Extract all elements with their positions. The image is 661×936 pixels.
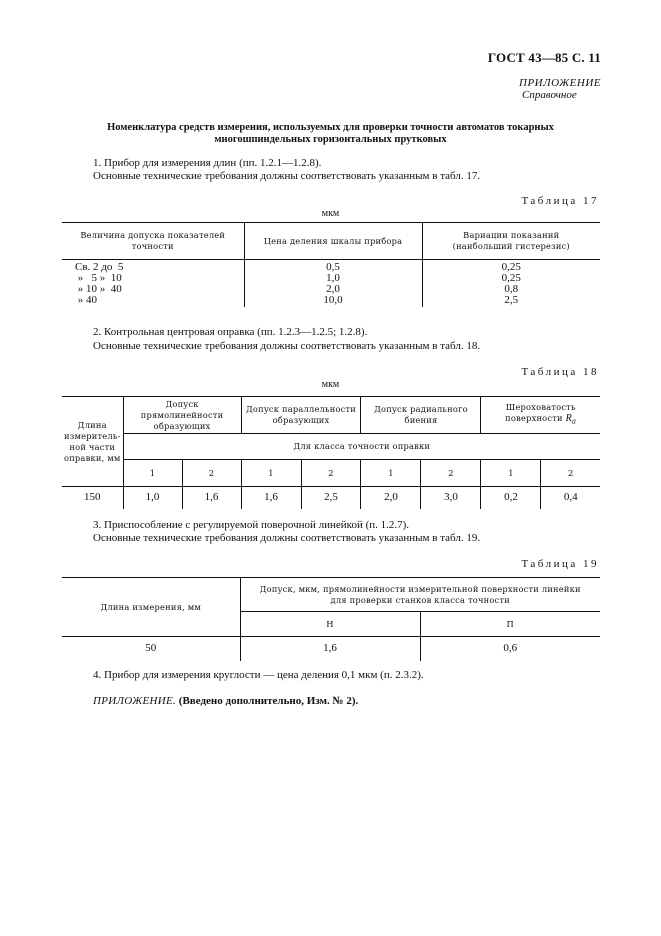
table-17-header-tolerance: Величина допуска показателей точности bbox=[62, 223, 244, 260]
table-18-header-straightness: Допуск прямолинейности образующих bbox=[123, 397, 241, 434]
table-19-caption: Таблица 19 bbox=[521, 558, 599, 570]
table-18-class: 1 bbox=[241, 460, 301, 487]
document-reference: ГОСТ 43—85 С. 11 bbox=[487, 50, 601, 65]
roughness-symbol: R bbox=[565, 413, 572, 425]
table-19-class-p: П bbox=[420, 612, 600, 637]
appendix-type: Справочное bbox=[522, 89, 577, 101]
table-row bbox=[62, 487, 600, 509]
table-18-class: 2 bbox=[301, 460, 361, 487]
table-18-unit: мкм bbox=[321, 379, 340, 390]
table-18-class: 1 bbox=[361, 460, 421, 487]
item-1-heading: 1. Прибор для измерения длин (пп. 1.2.1—1.2.8). bbox=[93, 157, 322, 169]
table-17-header-variation: Вариации показаний (наибольший гистерезис) bbox=[452, 230, 570, 251]
table-cell: 1,6 bbox=[182, 487, 241, 509]
table-17-caption: Таблица 17 bbox=[521, 195, 599, 207]
item-3-requirement: Основные технические требования должны соответствовать указанным в табл. 19. bbox=[93, 532, 481, 544]
table-18-header-length: Длина измеритель-ной части оправки, мм bbox=[62, 397, 123, 487]
table-18-header-parallelism: Допуск параллельности образующих bbox=[241, 397, 361, 434]
table-18-class: 2 bbox=[541, 460, 600, 487]
table-18-class: 2 bbox=[182, 460, 241, 487]
table-cell: » 10 » 40 bbox=[62, 284, 244, 295]
table-17-header-division: Цена деления шкалы прибора bbox=[244, 223, 422, 260]
table-row bbox=[62, 637, 600, 661]
table-cell: » 40 bbox=[62, 295, 244, 307]
table-cell: 1,0 bbox=[123, 487, 182, 509]
table-18-caption: Таблица 18 bbox=[521, 366, 599, 378]
table-18-class: 1 bbox=[481, 460, 541, 487]
table-cell: 2,5 bbox=[301, 487, 361, 509]
table-cell: » 5 » 10 bbox=[62, 273, 244, 284]
amendment-note bbox=[93, 695, 358, 707]
table-19-header-tolerance: Допуск, мкм, прямолинейности измерительной поверхности линейки для проверки станков класса точности bbox=[240, 578, 600, 612]
amendment-label: ПРИЛОЖЕНИЕ. bbox=[93, 695, 177, 707]
item-3-heading: 3. Приспособление с регулируемой поверочной линейкой (п. 1.2.7). bbox=[93, 519, 410, 531]
table-cell: 0,4 bbox=[563, 491, 578, 504]
table-cell: 2,5 bbox=[504, 293, 519, 306]
table-row bbox=[62, 260, 600, 273]
table-cell: 10,0 bbox=[244, 295, 422, 307]
table-cell: 1,6 bbox=[241, 487, 301, 509]
roughness-subscript: a bbox=[571, 417, 577, 426]
title-line-2: многошпиндельных горизонтальных прутковых bbox=[214, 134, 447, 145]
table-cell: 0,25 bbox=[501, 271, 521, 284]
table-cell: 150 bbox=[62, 487, 123, 509]
table-cell: 0,6 bbox=[503, 642, 518, 655]
table-cell: 50 bbox=[62, 637, 240, 661]
table-18 bbox=[62, 396, 600, 509]
table-19-header-length: Длина измерения, мм bbox=[62, 578, 240, 637]
amendment-text: (Введено дополнительно, Изм. № 2). bbox=[178, 695, 359, 707]
table-18-header-runout: Допуск радиального биения bbox=[361, 397, 481, 434]
table-18-class: 1 bbox=[123, 460, 182, 487]
table-cell: 1,6 bbox=[240, 637, 420, 661]
table-17 bbox=[62, 222, 600, 307]
table-cell: 3,0 bbox=[421, 487, 481, 509]
title-line-1: Номенклатура средств измерения, используемых для проверки точности автоматов токарных bbox=[107, 122, 554, 133]
table-19-class-n: Н bbox=[240, 612, 420, 637]
table-cell: 2,0 bbox=[244, 284, 422, 295]
table-18-class: 2 bbox=[421, 460, 481, 487]
item-2-requirement: Основные технические требования должны соответствовать указанным в табл. 18. bbox=[93, 340, 481, 352]
table-19 bbox=[62, 577, 600, 661]
table-cell: 0,25 bbox=[501, 260, 521, 273]
table-18-header-accuracy-class: Для класса точности оправки bbox=[123, 434, 600, 460]
table-cell: 0,2 bbox=[481, 487, 541, 509]
appendix-label: ПРИЛОЖЕНИЕ bbox=[519, 77, 601, 89]
table-row bbox=[62, 273, 600, 284]
table-cell: 1,0 bbox=[244, 273, 422, 284]
table-cell: Св. 2 до 5 bbox=[62, 260, 244, 273]
table-cell: 2,0 bbox=[361, 487, 421, 509]
document-title bbox=[0, 122, 661, 146]
item-2-heading: 2. Контрольная центровая оправка (пп. 1.2.3—1.2.5; 1.2.8). bbox=[93, 326, 368, 338]
roughness-label: Шероховатость поверхности bbox=[505, 402, 576, 424]
table-cell: 0,5 bbox=[244, 260, 422, 273]
table-row bbox=[62, 295, 600, 307]
table-17-unit: мкм bbox=[321, 208, 340, 219]
table-cell: 0,8 bbox=[504, 282, 519, 295]
table-18-header-roughness bbox=[481, 397, 600, 434]
item-4: 4. Прибор для измерения круглости — цена деления 0,1 мкм (п. 2.3.2). bbox=[93, 669, 424, 681]
item-1-requirement: Основные технические требования должны соответствовать указанным в табл. 17. bbox=[93, 170, 481, 182]
table-row bbox=[62, 284, 600, 295]
